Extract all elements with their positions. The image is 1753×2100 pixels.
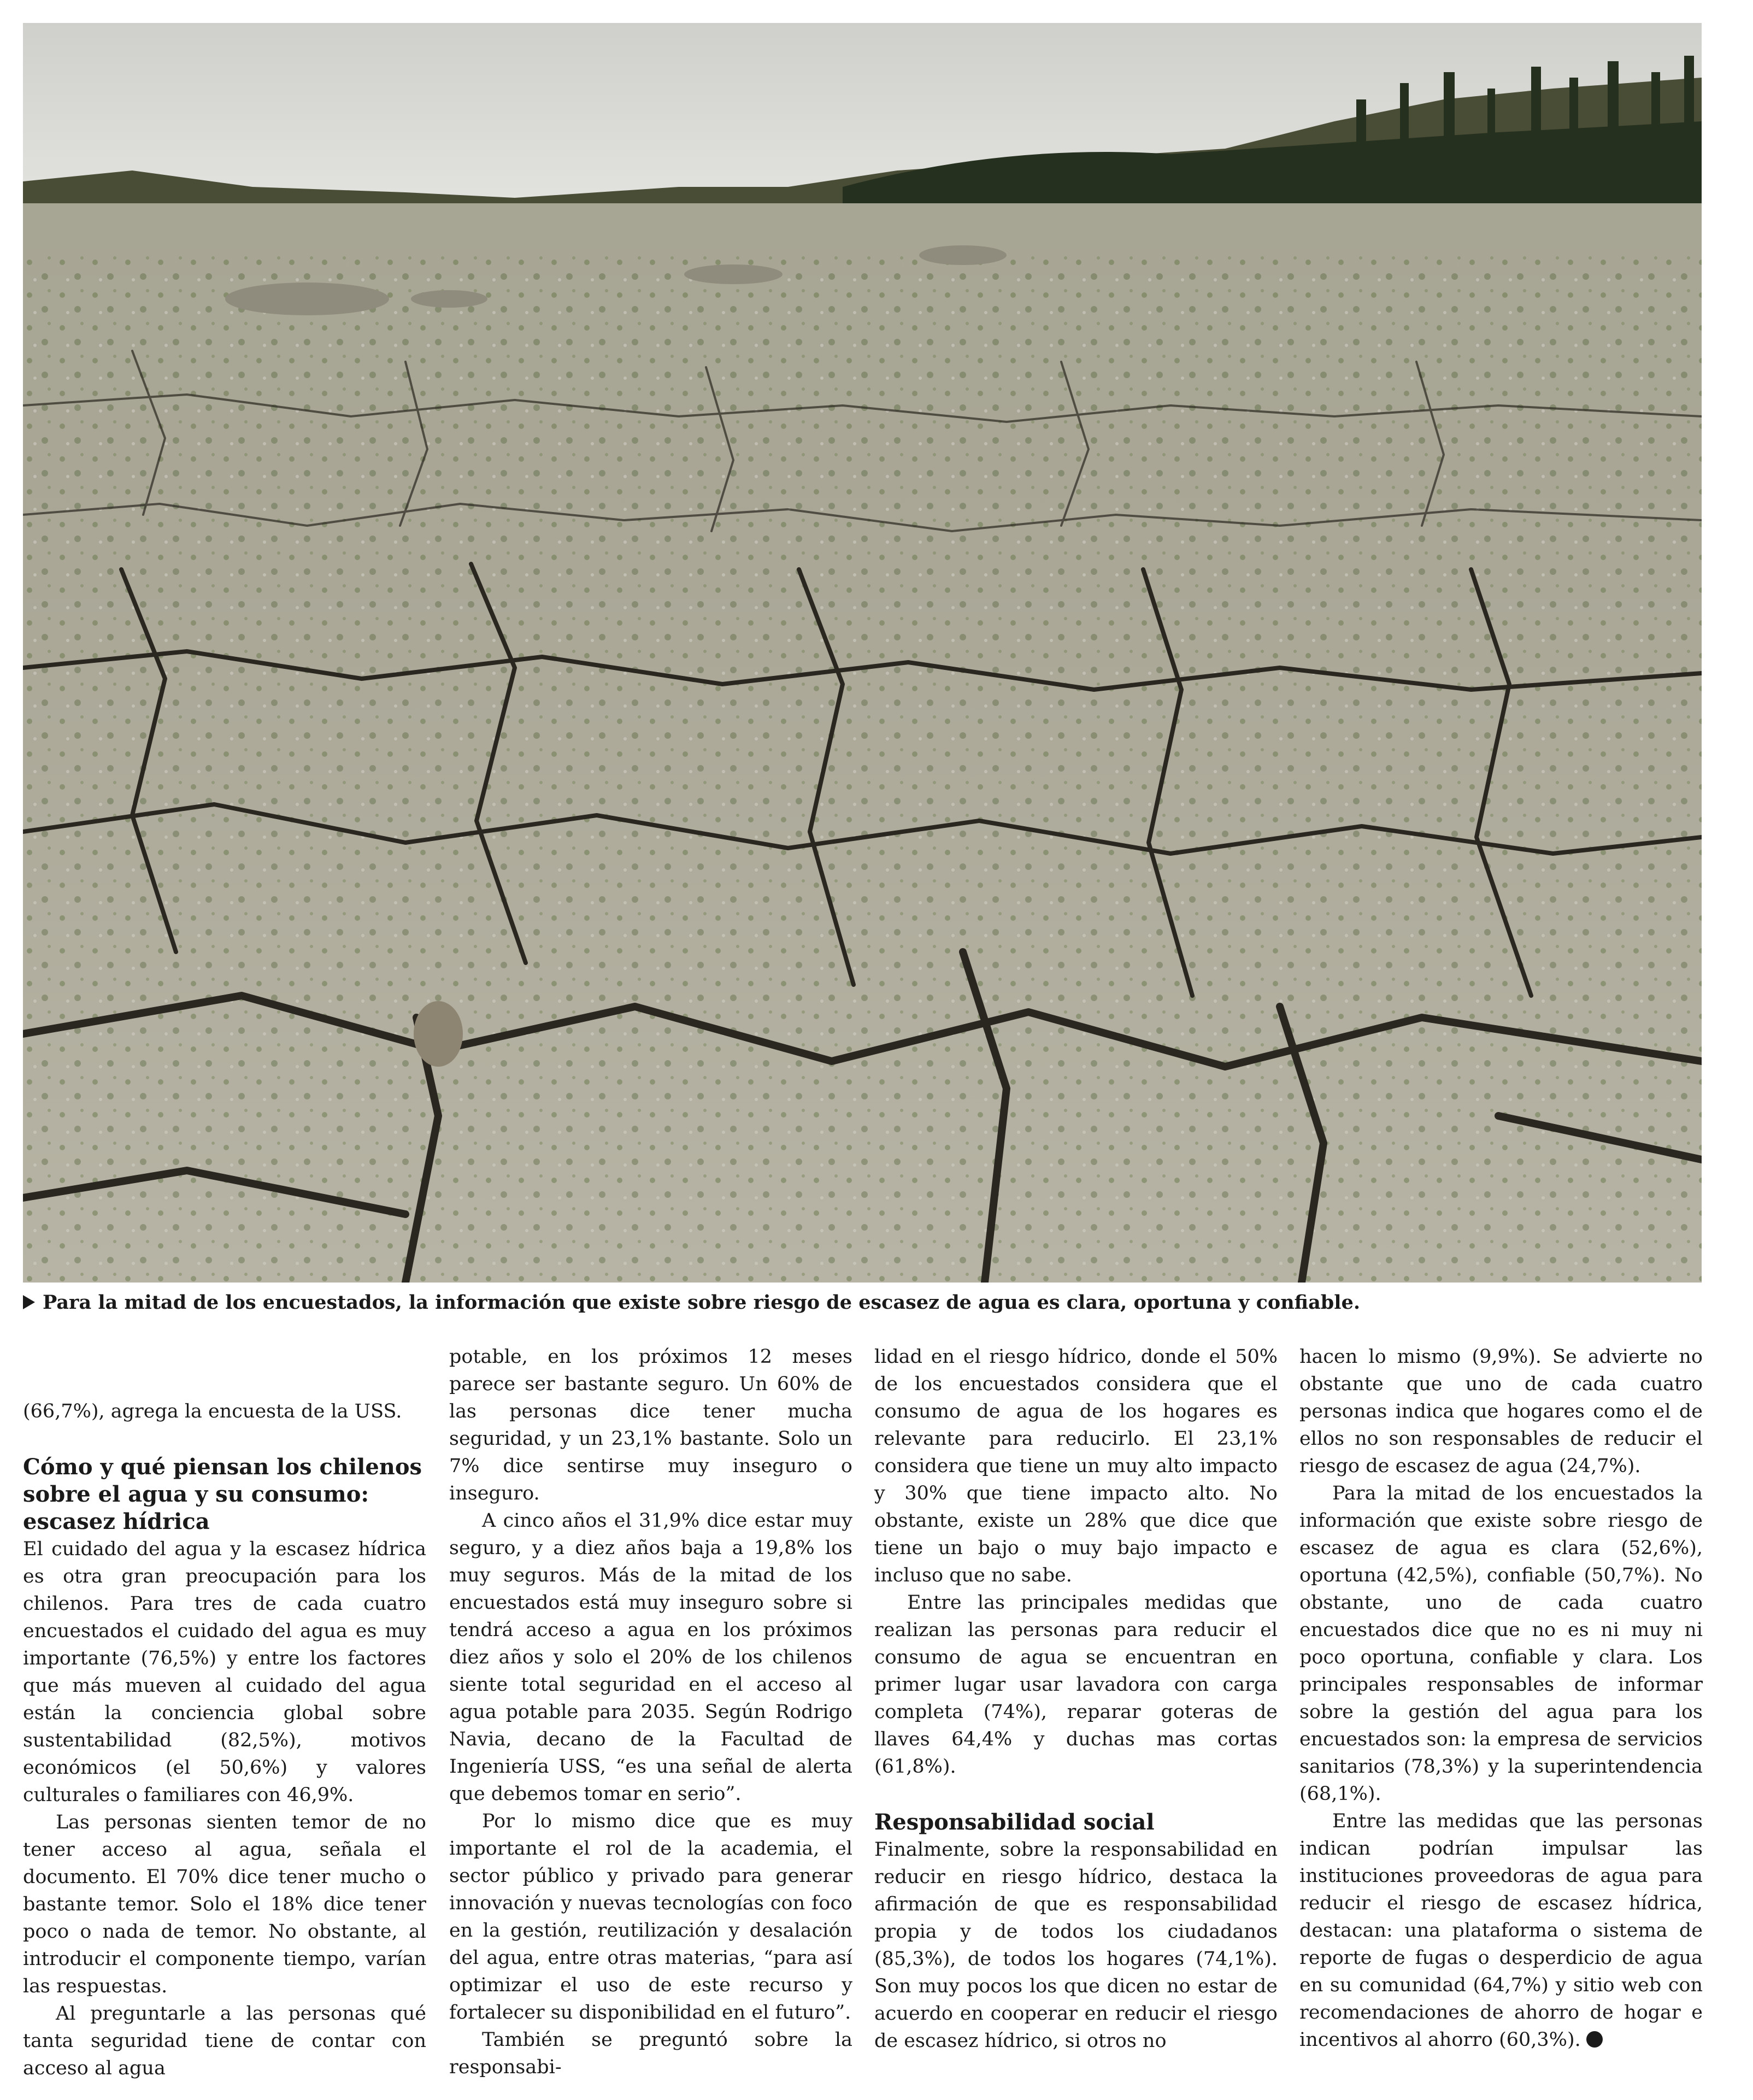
photo-caption [23,1291,1717,1315]
paragraph: Finalmente, sobre la responsabilidad en reducir en riesgo hídrico, destaca la afirmación de que es responsabilidad propia y de todos los ciudadanos (85,3%), de todos los hogares (74,1%). Son muy pocos los que dicen no estar de acuerdo en cooperar en reducir el riesgo de escasez hídrico, si otros no [874,1839,1278,2052]
article-column-4 [1299,1343,1703,2054]
paragraph: (66,7%), agrega la encuesta de la USS. [23,1401,402,1422]
paragraph: hacen lo mismo (9,9%). Se advierte no obstante que uno de cada cuatro personas indica que hogares como el de ellos no son responsables de reducir el riesgo de escasez de agua (24,7%). [1299,1346,1703,1477]
paragraph [1299,1808,1703,2054]
paragraph-text: Entre las medidas que las personas indican podrían impulsar las instituciones proveedoras de agua para reducir el riesgo de escasez hídrica, destacan: una plataforma o sistema de reporte de fugas o desperdicio de agua en su comunidad (64,7%) y sitio web con recomendaciones de ahorro de hogar e incentivos al ahorro (60,3%). [1299,1810,1703,2051]
caption-arrow-icon [23,1295,35,1309]
paragraph: Las personas sienten temor de no tener acceso al agua, señala el documento. El 70% dice tener mucho o bastante temor. Solo el 18% dice tener poco o nada de temor. No obstante, al introducir el componente tiempo, varían las respuestas. [23,1811,426,1997]
paragraph: El cuidado del agua y la escasez hídrica es otra gran preocupación para los chilenos. Para tres de cada cuatro encuestados el cuidado del agua es muy importante (76,5%) y entre los factores que más mueven al cuidado del agua están la conciencia global sobre sustentabilidad (82,5%), motivos económicos (el 50,6%) y valores culturales o familiares con 46,9%. [23,1538,426,1806]
paragraph: Por lo mismo dice que es muy importante el rol de la academia, el sector público y privado para generar innovación y nuevas tecnologías con foco en la gestión, reutilización y desalación del agua, entre otras materias, “para así optimizar el uso de este recurso y fortalecer su disponibilidad en el futuro”. [449,1810,852,2023]
paragraph: A cinco años el 31,9% dice estar muy seguro, y a diez años baja a 19,8% los muy seguros. Más de la mitad de los encuestados está muy inseguro sobre si tendrá acceso a agua en los próximos diez años y solo el 20% de los chilenos siente total seguridad en el acceso al agua potable para 2035. Según Rodrigo Navia, decano de la Facultad de Ingeniería USS, “es una señal de alerta que debemos tomar en serio”. [449,1510,852,1805]
paragraph: Entre las principales medidas que realizan las personas para reducir el consumo de agua se encuentran en primer lugar usar lavadora con carga completa (74%), reparar goteras de llaves 64,4% y duchas mas cortas (61,8%). [874,1592,1278,1778]
paragraph: También se preguntó sobre la responsabi- [449,2029,852,2078]
article-photo [23,23,1702,1283]
article-column-3 [874,1343,1278,2055]
paragraph: potable, en los próximos 12 meses parece ser bastante seguro. Un 60% de las personas dice tener mucha seguridad, y un 23,1% bastante. Solo un 7% dice sentirse muy inseguro o inseguro. [449,1346,852,1504]
caption-text: Para la mitad de los encuestados, la información que existe sobre riesgo de escasez de agua es clara, oportuna y confiable. [43,1291,1361,1314]
article-column-1 [23,1398,426,2082]
article-column-2 [449,1343,852,2081]
section-heading: Responsabilidad social [874,1809,1155,1835]
dry-cracked-lakebed-photo [23,23,1702,1283]
paragraph: Para la mitad de los encuestados la información que existe sobre riesgo de escasez de agua es clara (52,6%), oportuna (42,5%), confiable (50,7%). No obstante, uno de cada cuatro encuestados dice que no es ni muy ni poco oportuna, confiable y clara. Los principales responsables de informar sobre la gestión del agua para los encuestados son: la empresa de servicios sanitarios (78,3%) y la superintendencia (68,1%). [1299,1483,1703,1805]
paragraph: Al preguntarle a las personas qué tanta seguridad tiene de contar con acceso al agua [23,2003,426,2079]
end-mark-icon [1586,2031,1603,2048]
paragraph: lidad en el riesgo hídrico, donde el 50% de los encuestados considera que el consumo de agua de los hogares es relevante para reducirlo. El 23,1% considera que tiene un muy alto impacto y 30% que tiene impacto alto. No obstante, existe un 28% que dice que tiene un bajo o muy bajo impacto e incluso que no sabe. [874,1346,1278,1586]
section-heading: Cómo y qué piensan los chilenos sobre el agua y su consumo: escasez hídrica [23,1454,422,1534]
